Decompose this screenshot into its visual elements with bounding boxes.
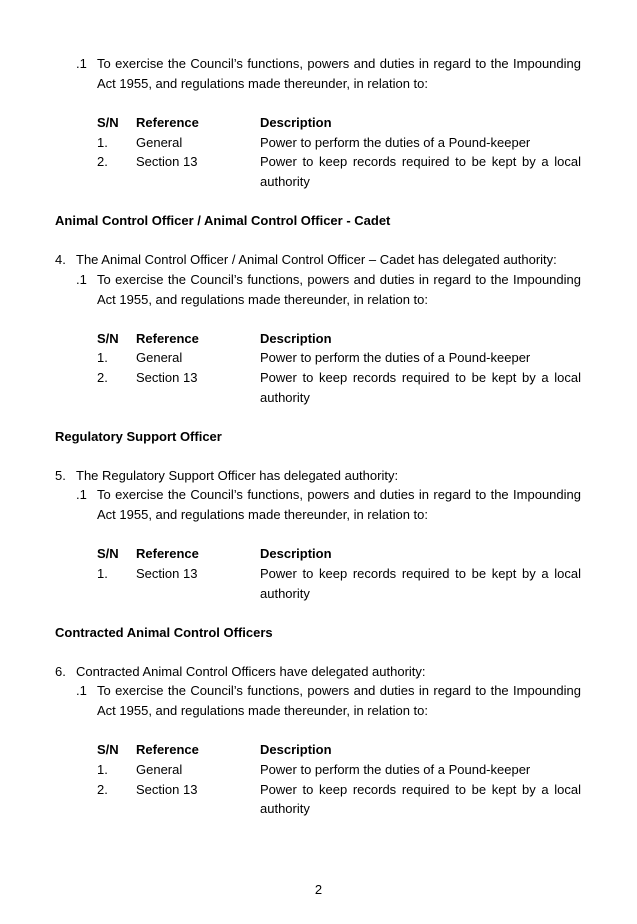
table-header-description: Description <box>260 546 332 561</box>
table-header-sn: S/N <box>97 115 119 130</box>
page-number: 2 <box>314 882 323 897</box>
sub-item-text-line2: Act 1955, and regulations made thereunder, in relation to: <box>97 507 428 522</box>
table-header-sn: S/N <box>97 331 119 346</box>
table-cell-reference: General <box>136 350 183 365</box>
table-header-sn: S/N <box>97 742 119 757</box>
table-cell-description: Power to perform the duties of a Pound-keeper <box>260 350 531 365</box>
table-cell-description: Power to keep records required to be kept by a local <box>260 370 581 385</box>
table-cell-description: Power to keep records required to be kept by a local <box>260 566 581 581</box>
table-cell-description-cont: authority <box>260 586 310 601</box>
sub-item-text-line2: Act 1955, and regulations made thereunder, in relation to: <box>97 76 428 91</box>
table-header-reference: Reference <box>136 115 199 130</box>
table-cell-description-cont: authority <box>260 801 310 816</box>
item-intro: The Regulatory Support Officer has delegated authority: <box>76 468 399 483</box>
sub-item-text-line1: To exercise the Council’s functions, powers and duties in regard to the Impounding <box>97 56 581 71</box>
table-header-sn: S/N <box>97 546 119 561</box>
table-header-reference: Reference <box>136 742 199 757</box>
table-cell-sn: 2. <box>97 154 108 169</box>
table-cell-sn: 1. <box>97 566 108 581</box>
table-header-description: Description <box>260 115 332 130</box>
table-cell-description-cont: authority <box>260 174 310 189</box>
table-header-reference: Reference <box>136 546 199 561</box>
table-cell-sn: 2. <box>97 782 108 797</box>
sub-item-text-line1: To exercise the Council’s functions, powers and duties in regard to the Impounding <box>97 272 581 287</box>
table-cell-sn: 1. <box>97 350 108 365</box>
table-cell-description: Power to perform the duties of a Pound-keeper <box>260 762 531 777</box>
item-intro: Contracted Animal Control Officers have delegated authority: <box>76 664 426 679</box>
table-cell-description: Power to keep records required to be kept by a local <box>260 154 581 169</box>
table-header-description: Description <box>260 742 332 757</box>
table-cell-reference: General <box>136 135 183 150</box>
sub-item-text-line1: To exercise the Council’s functions, powers and duties in regard to the Impounding <box>97 487 581 502</box>
sub-item-number: .1 <box>76 56 87 71</box>
sub-item-number: .1 <box>76 272 87 287</box>
section-heading: Animal Control Officer / Animal Control Officer - Cadet <box>55 213 391 228</box>
table-cell-sn: 2. <box>97 370 108 385</box>
table-cell-reference: Section 13 <box>136 782 198 797</box>
table-cell-description: Power to keep records required to be kept by a local <box>260 782 581 797</box>
table-header-description: Description <box>260 331 332 346</box>
item-number: 6. <box>55 664 66 679</box>
item-intro: The Animal Control Officer / Animal Control Officer – Cadet has delegated authority: <box>76 252 557 267</box>
table-cell-reference: Section 13 <box>136 370 198 385</box>
section-heading: Contracted Animal Control Officers <box>55 625 273 640</box>
table-cell-reference: Section 13 <box>136 566 198 581</box>
section-heading: Regulatory Support Officer <box>55 429 222 444</box>
table-cell-sn: 1. <box>97 135 108 150</box>
table-cell-reference: General <box>136 762 183 777</box>
sub-item-text-line2: Act 1955, and regulations made thereunder, in relation to: <box>97 292 428 307</box>
sub-item-text-line1: To exercise the Council’s functions, powers and duties in regard to the Impounding <box>97 683 581 698</box>
item-number: 4. <box>55 252 66 267</box>
table-cell-reference: Section 13 <box>136 154 198 169</box>
item-number: 5. <box>55 468 66 483</box>
table-cell-description: Power to perform the duties of a Pound-keeper <box>260 135 531 150</box>
table-header-reference: Reference <box>136 331 199 346</box>
sub-item-number: .1 <box>76 683 87 698</box>
sub-item-number: .1 <box>76 487 87 502</box>
table-cell-sn: 1. <box>97 762 108 777</box>
table-cell-description-cont: authority <box>260 390 310 405</box>
sub-item-text-line2: Act 1955, and regulations made thereunder, in relation to: <box>97 703 428 718</box>
